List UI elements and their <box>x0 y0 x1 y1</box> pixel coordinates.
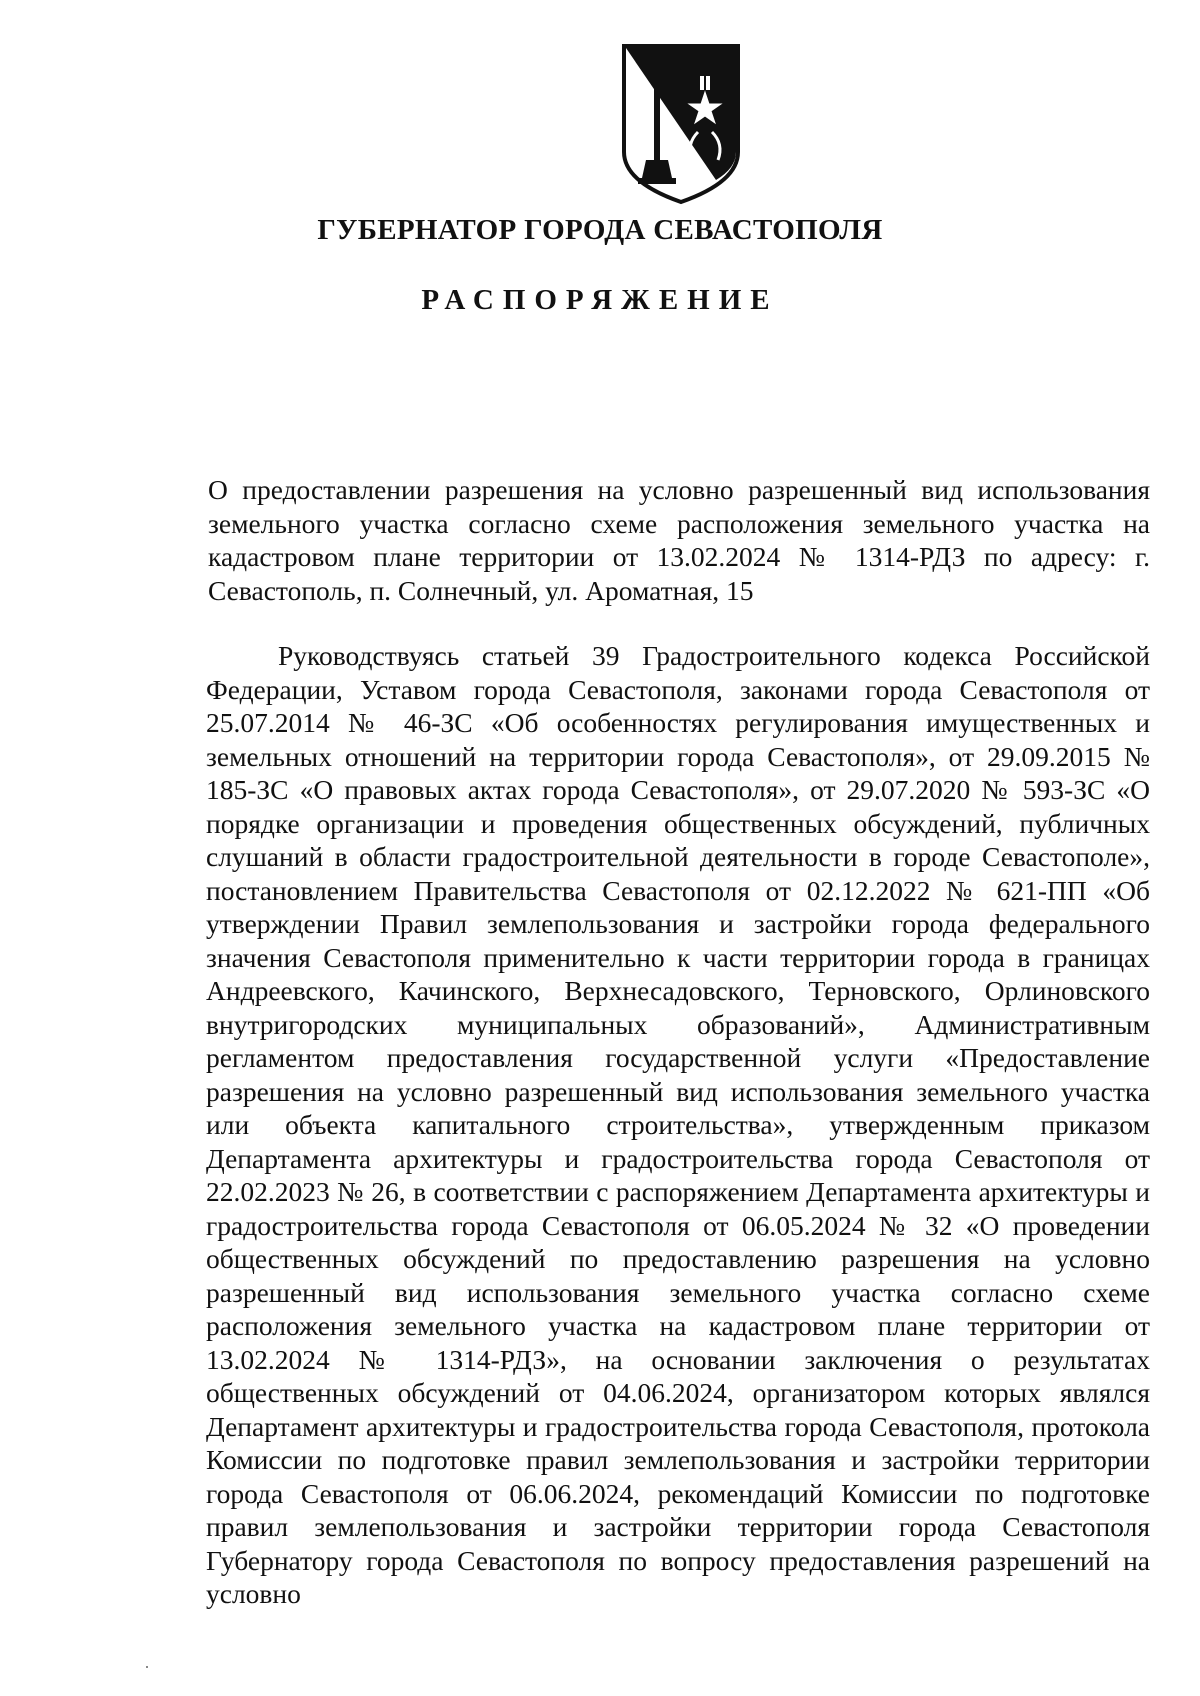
document-type-title: РАСПОРЯЖЕНИЕ <box>421 284 779 316</box>
scan-artifact <box>146 1666 148 1668</box>
sevastopol-coat-of-arms-icon <box>616 40 746 208</box>
document-subject: О предоставлении разрешения на условно разрешенный вид использования земельного участка согласно схеме расположения земельного участка на кадастровом плане территории от 13.02.2024 № 1314-РДЗ по адресу: г. Севастополь, п. Солнечный, ул. Ароматная, 15 <box>208 474 1150 606</box>
issuing-authority-title: ГУБЕРНАТОР ГОРОДА СЕВАСТОПОЛЯ <box>317 214 883 246</box>
document-body-paragraph: Руководствуясь статьей 39 Градостроительного кодекса Российской Федерации, Уставом города Севастополя, законами города Севастополя от 25.07.2014 № 46-ЗС «Об особенностях регулирования имущественных и земельных отношений на территории города Севастополя», от 29.09.2015 № 185-ЗС «О правовых актах города Севастополя», от 29.07.2020 № 593-ЗС «О порядке организации и проведения общественных обсуждений, публичных слушаний в области градостроительной деятельности в городе Севастополе», постановлением Правительства Севастополя от 02.12.2022 № 621-ПП «Об утверждении Правил землепользования и застройки города федерального значения Севастополя применительно к части территории города в границах Андреевского, Качинского, Верхнесадовского, Терновского, Орлиновского внутригородских муниципальных образований», Административным регламентом предоставления государственной услуги «Предоставление разрешения на условно разрешенный вид использования земельного участка или объекта капитального строительства», утвержденным приказом Департамента архитектуры и градостроительства города Севастополя от 22.02.2023 № 26, в соответствии с распоряжением Департамента архитектуры и градостроительства города Севастополя от 06.05.2024 № 32 «О проведении общественных обсуждений по предоставлению разрешения на условно разрешенный вид использования земельного участка согласно схеме расположения земельного участка на кадастровом плане территории от 13.02.2024 № 1314-РДЗ», на основании заключения о результатах общественных обсуждений от 04.06.2024, организатором которых являлся Департамент архитектуры и градостроительства города Севастополя, протокола Комиссии по подготовке правил землепользования и застройки территории города Севастополя от 06.06.2024, рекомендаций Комиссии по подготовке правил землепользования и застройки территории города Севастополя Губернатору города Севастополя по вопросу предоставления разрешений на условно <box>206 640 1150 1609</box>
